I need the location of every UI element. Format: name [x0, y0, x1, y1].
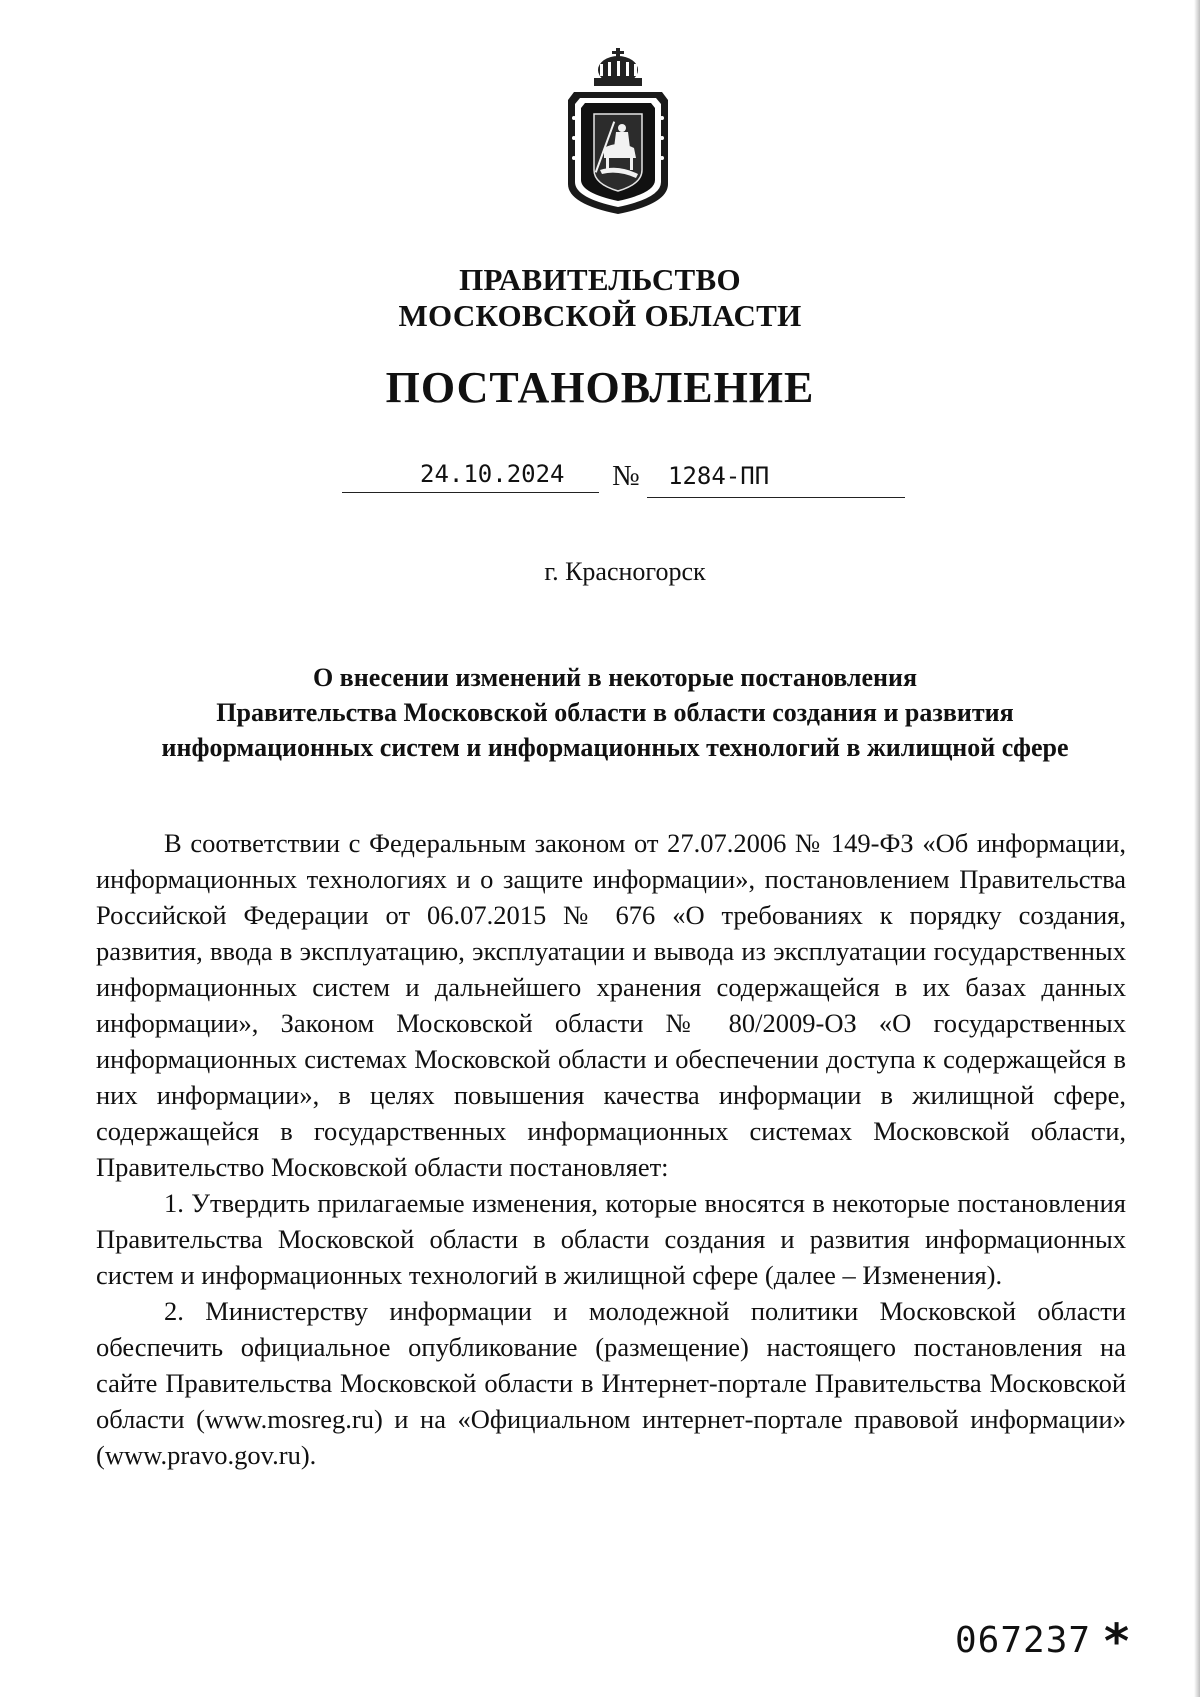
serial-number: 067237 [955, 1620, 1092, 1661]
document-number: 1284-ПП [668, 462, 770, 490]
document-date: 24.10.2024 [420, 460, 565, 488]
asterisk-mark: * [1104, 1614, 1130, 1670]
document-subject [90, 660, 1140, 765]
issue-city: г. Красногорск [544, 557, 706, 586]
clause-1-paragraph: 1. Утвердить прилагаемые изменения, которые вносятся в некоторые постановления Правительства Московской области в области создания и развития информационных систем и информационных технологий в жилищной сфере (далее – Изменения). [96, 1188, 1126, 1290]
coat-of-arms-icon [560, 48, 676, 216]
scan-edge [1194, 0, 1200, 1697]
subject-line-1: О внесении изменений в некоторые постановления [312, 663, 918, 692]
number-sign: № [612, 460, 640, 492]
number-underline [647, 497, 905, 498]
date-underline [342, 492, 599, 493]
document-type: ПОСТАНОВЛЕНИЕ [385, 363, 815, 412]
preamble-paragraph: В соответствии с Федеральным законом от 27.07.2006 № 149-ФЗ «Об информации, информационных технологиях и о защите информации», постановлением Правительства Российской Федерации от 06.07.2015 № 676 «О требованиях к порядку создания, развития, ввода в эксплуатацию, эксплуатации и вывода из эксплуатации государственных информационных систем и дальнейшего хранения содержащейся в их базах данных информации», Законом Московской области № 80/2009-ОЗ «О государственных информационных системах Московской области и обеспечении доступа к содержащейся в них информации», в целях повышения качества информации в жилищной сфере, содержащейся в государственных информационных системах Московской области, Правительство Московской области постановляет: [96, 828, 1126, 1182]
document-body [96, 825, 1126, 1473]
organization-name-line2: МОСКОВСКОЙ ОБЛАСТИ [398, 298, 802, 333]
subject-line-2: Правительства Московской области в области создания и развития [216, 698, 1014, 727]
organization-name-line1: ПРАВИТЕЛЬСТВО [459, 262, 741, 297]
subject-line-3: информационных систем и информационных технологий в жилищной сфере [161, 733, 1069, 762]
clause-2-paragraph: 2. Министерству информации и молодежной политики Московской области обеспечить официальное опубликование (размещение) настоящего постановления на сайте Правительства Московской области в Интернет-портале Правительства Московской области (www.mosreg.ru) и на «Официальном интернет-портале правовой информации» (www.pravo.gov.ru). [96, 1296, 1126, 1470]
